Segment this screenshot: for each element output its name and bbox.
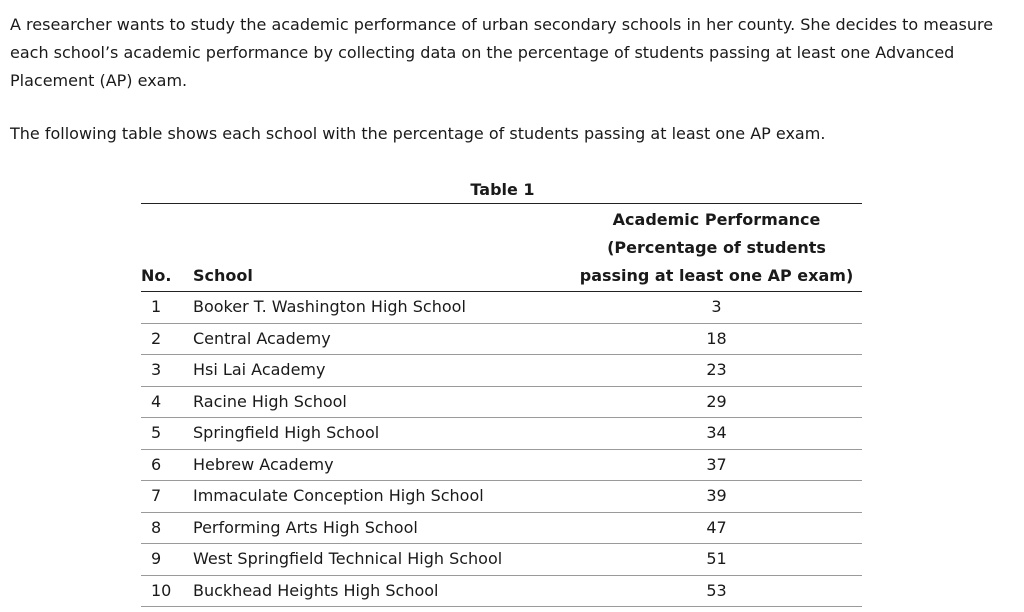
cell-performance: 51 (571, 544, 862, 576)
cell-no: 3 (141, 355, 193, 387)
header-academic-performance (571, 204, 862, 292)
table-row (141, 386, 862, 418)
table-body (141, 292, 862, 607)
table-row (141, 292, 862, 324)
table-row (141, 544, 862, 576)
school-performance-table (141, 203, 862, 607)
table-header-row (141, 204, 862, 292)
cell-performance: 3 (571, 292, 862, 324)
table-1 (141, 176, 862, 607)
cell-school: Hsi Lai Academy (193, 355, 571, 387)
header-perf-line1: Academic Performance (612, 210, 821, 229)
cell-no: 9 (141, 544, 193, 576)
header-perf-line2: (Percentage of students (607, 238, 826, 257)
cell-school: West Springfield Technical High School (193, 544, 571, 576)
cell-no: 10 (141, 575, 193, 607)
cell-school: Immaculate Conception High School (193, 481, 571, 513)
header-school: School (193, 204, 571, 292)
cell-no: 5 (141, 418, 193, 450)
cell-performance: 23 (571, 355, 862, 387)
cell-school: Booker T. Washington High School (193, 292, 571, 324)
cell-no: 1 (141, 292, 193, 324)
cell-no: 6 (141, 449, 193, 481)
table-row (141, 575, 862, 607)
cell-school: Central Academy (193, 323, 571, 355)
intro-paragraph: A researcher wants to study the academic performance of urban secondary schools in her county. She decides to measure each school’s academic performance by collecting data on the percentage of students passing at least one Advanced Placement (AP) exam. (10, 15, 994, 90)
cell-no: 8 (141, 512, 193, 544)
cell-school: Racine High School (193, 386, 571, 418)
cell-performance: 39 (571, 481, 862, 513)
header-perf-line3: passing at least one AP exam) (579, 266, 854, 285)
cell-no: 4 (141, 386, 193, 418)
cell-school: Buckhead Heights High School (193, 575, 571, 607)
cell-performance: 34 (571, 418, 862, 450)
table-row (141, 355, 862, 387)
table-caption: Table 1 (470, 180, 535, 199)
cell-performance: 29 (571, 386, 862, 418)
cell-performance: 37 (571, 449, 862, 481)
cell-no: 2 (141, 323, 193, 355)
cell-performance: 47 (571, 512, 862, 544)
table-row (141, 323, 862, 355)
table-row (141, 481, 862, 513)
table-row (141, 418, 862, 450)
table-row (141, 512, 862, 544)
table-row (141, 449, 862, 481)
table-intro-sentence: The following table shows each school with the percentage of students passing at least one AP exam. (10, 124, 826, 143)
cell-no: 7 (141, 481, 193, 513)
cell-school: Performing Arts High School (193, 512, 571, 544)
cell-performance: 18 (571, 323, 862, 355)
header-no: No. (141, 204, 193, 292)
cell-school: Hebrew Academy (193, 449, 571, 481)
cell-school: Springfield High School (193, 418, 571, 450)
cell-performance: 53 (571, 575, 862, 607)
